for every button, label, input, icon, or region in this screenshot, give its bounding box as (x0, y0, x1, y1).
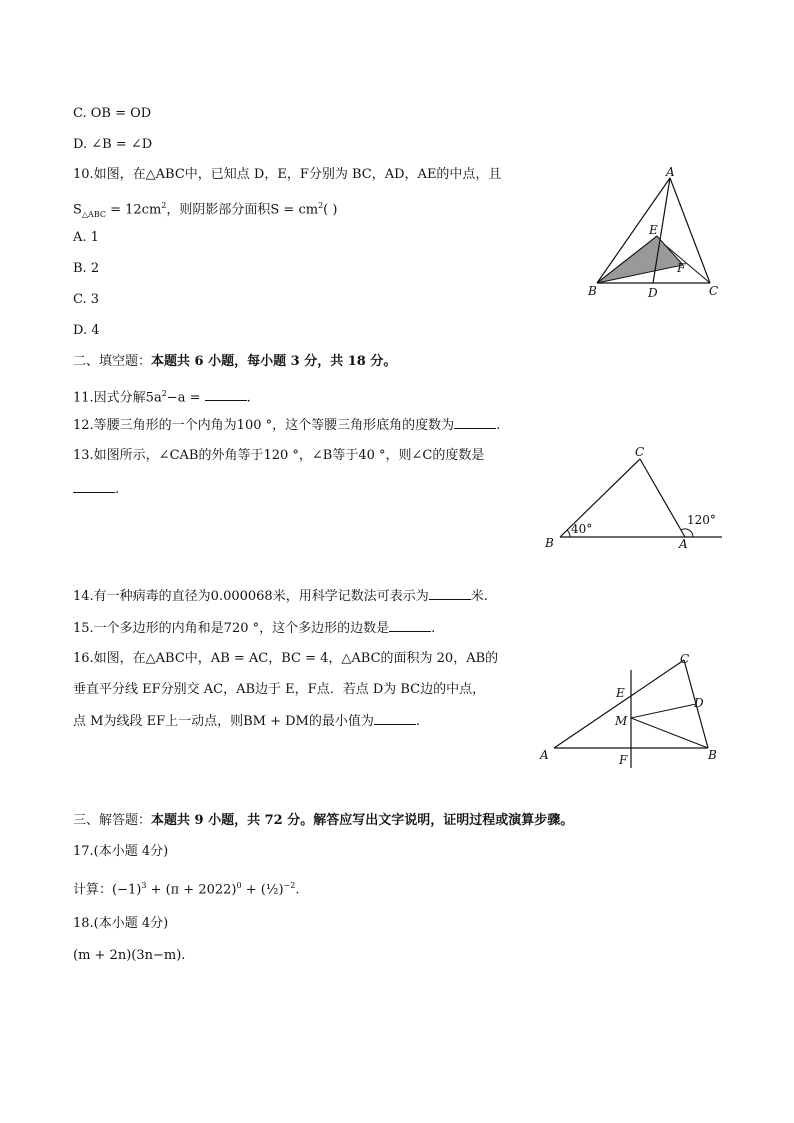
q10-option-b: B. 2 (73, 261, 100, 276)
q10-option-d: D. 4 (73, 323, 100, 338)
q16-segment-mb (631, 718, 708, 748)
q16-stem-line1: 16.如图，在△ABC中，AB = AC，BC = 4，△ABC的面积为 20，AB的 (73, 651, 499, 666)
q13-label-c: C (635, 445, 645, 459)
q11-answer-blank[interactable] (205, 388, 247, 401)
q15-answer-blank[interactable] (389, 619, 431, 632)
q10-side-ac (670, 178, 710, 283)
q18-heading: 18.(本小题 4分) (73, 916, 169, 931)
q16-segment-md (631, 704, 696, 718)
q13-side-ac (640, 459, 685, 537)
q15-stem: 15.一个多边形的内角和是720 °，这个多边形的边数是 . (73, 621, 436, 636)
q16-label-d: D (694, 696, 704, 710)
q10-shaded-region (597, 236, 683, 283)
q10-label-c: C (709, 284, 719, 298)
q9-option-d: D. ∠B = ∠D (73, 137, 153, 152)
q14-answer-blank[interactable] (429, 587, 471, 600)
q17-expression: 计算：$(-1)^3 + (\pi + 2022)^0$ + (½)$^{-2}$. (73, 881, 300, 898)
q16-stem-line2: 垂直平分线 EF分别交 AC，AB边于 E，F点．若点 D为 BC边的中点， (73, 682, 486, 697)
q13-label-a: A (679, 537, 688, 551)
q16-label-a: A (540, 748, 549, 762)
q10-label-b: B (588, 284, 597, 298)
q13-answer-line: . (73, 480, 119, 499)
q13-label-b: B (545, 536, 554, 550)
q11-stem: 11.因式分解$5a^2-a$ = . (73, 389, 251, 406)
q12-answer-blank[interactable] (454, 416, 496, 429)
q18-expression: (m + 2n)(3n−m). (73, 948, 186, 963)
q16-label-e: E (616, 686, 625, 700)
q10-stem-line2: $S_{\triangle ABC} = 12cm^2$，则阴影部分面积$S = cm^2$( ) (73, 201, 338, 219)
q16-label-m: M (615, 714, 628, 728)
q10-stem-line1: 10.如图，在△ABC中，已知点 D，E，F分别为 BC，AD，AE的中点，且 (73, 167, 502, 182)
q10-option-c: C. 3 (73, 292, 100, 307)
q13-stem: 13.如图所示，∠CAB的外角等于120 °，∠B等于40 °，则∠C的度数是 (73, 448, 485, 463)
q16-label-f: F (619, 753, 628, 767)
q17-heading: 17.(本小题 4分) (73, 844, 169, 859)
q13-triangle-figure (540, 443, 730, 553)
q16-label-c: C (680, 652, 690, 666)
q16-stem-line3: 点 M为线段 EF上一动点，则BM + DM的最小值为 . (73, 714, 420, 729)
q16-side-ac (554, 660, 684, 748)
q16-triangle-figure (538, 650, 728, 772)
q12-stem: 12.等腰三角形的一个内角为100 °，这个等腰三角形底角的度数为 . (73, 418, 501, 433)
q14-stem: 14.有一种病毒的直径为0.000068米，用科学记数法可表示为 米. (73, 589, 488, 604)
q10-label-a: A (666, 165, 675, 179)
q13-answer-blank[interactable] (73, 480, 115, 493)
q10-option-a: A. 1 (73, 230, 99, 245)
q9-option-c: C. OB = OD (73, 106, 152, 121)
q13-angle-b-arc (567, 530, 570, 537)
q10-label-f: F (677, 261, 686, 275)
q16-answer-blank[interactable] (374, 712, 416, 725)
section2-title: 二、填空题：本题共 6 小题，每小题 3 分，共 18 分。 (73, 354, 397, 369)
section3-title: 三、解答题：本题共 9 小题，共 72 分。解答应写出文字说明，证明过程或演算步骤。 (73, 813, 574, 828)
q10-triangle-figure (585, 165, 735, 303)
q10-label-d: D (648, 286, 658, 300)
q16-label-b: B (708, 748, 717, 762)
q13-angle-ext-value: 120° (687, 513, 716, 527)
q10-label-e: E (649, 223, 658, 237)
q13-angle-b-value: 40° (571, 522, 593, 536)
